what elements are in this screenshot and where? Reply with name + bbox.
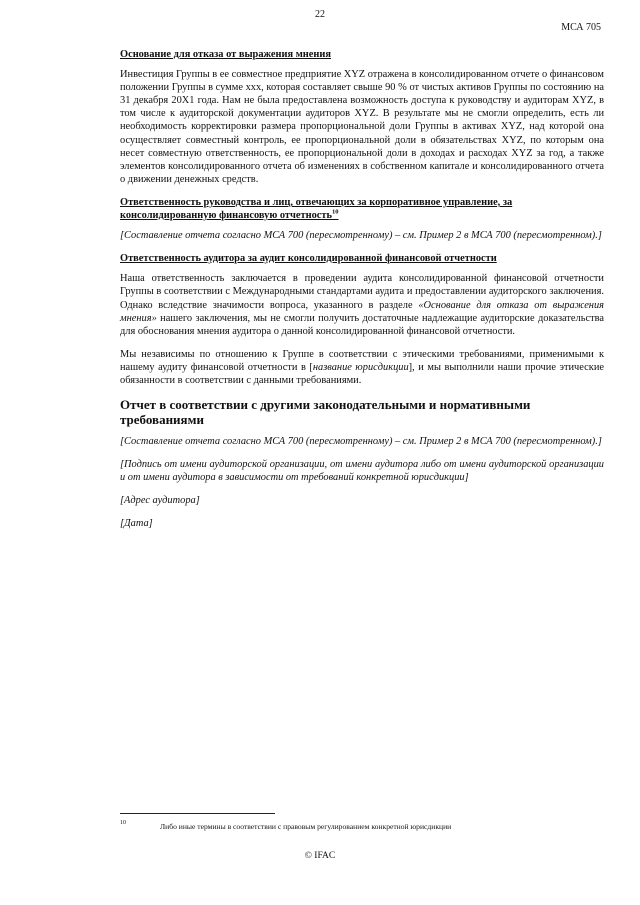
auditor-p2-text-b: ], и мы выполнили наши прочие этические обязанности в соответствии с данными требованиями. bbox=[120, 361, 604, 386]
signature-paragraph: [Подпись от имени аудиторской организации, от имени аудитора либо от имени аудиторской организации и от имени аудитора в зависимости от требований конкретной юрисдикции] bbox=[120, 459, 604, 484]
auditor-p1-text-b: нашего заключения, мы не смогли получить достаточные надлежащие аудиторские доказательства для обоснования мнения аудитора о данной консолидированной финансовой отчетности. bbox=[120, 312, 604, 337]
other-report-paragraph-1: [Составление отчета согласно МСА 700 (пересмотренному) – см. Пример 2 в МСА 700 (пересмотренном).] bbox=[120, 436, 602, 448]
auditor-address: [Адрес аудитора] bbox=[120, 495, 200, 507]
auditor-paragraph-1 bbox=[120, 272, 604, 337]
copyright: © IFAC bbox=[304, 851, 336, 861]
document-body bbox=[120, 48, 604, 541]
footnote-number: 10 bbox=[120, 820, 126, 826]
basis-paragraph: Инвестиция Группы в ее совместное предприятие XYZ отражена в консолидированном отчете о финансовом положении Группы в сумме ххх, которая составляет свыше 90 % от чистых активов Группы по состоянию на 31 декабря 20X1 года. Нам не была предоставлена возможность доступа к руководству и аудиторам XYZ, в том числе к аудиторской документации аудиторов XYZ. В результате мы не смогли определить, есть ли необходимость корректировки размера пропорциональной доли Группы в активах XYZ, над которой она осуществляет совместный контроль, ее пропорциональной доли в обязательствах XYZ, по которым она несет совместную ответственность, ее пропорциональной доли в доходах и расходах XYZ за год, а также элементов консолидированного отчета об изменениях в собственном капитале и консолидированного отчета о движении денежных средств. bbox=[120, 69, 605, 185]
footnote-separator bbox=[120, 813, 275, 814]
standard-code: МСА 705 bbox=[561, 22, 601, 33]
footnote-text: Либо иные термины в соответствии с правовым регулированием конкретной юрисдикции bbox=[160, 822, 452, 831]
auditor-p1-text-a: Наша ответственность заключается в проведении аудита консолидированной финансовой отчетности Группы в соответствии с Международными стандартами аудита и предоставлении аудиторского заключения. Однако вследствие значимости вопроса, указанного в разделе bbox=[120, 273, 604, 311]
management-heading-text: Ответственность руководства и лиц, отвечающих за корпоративное управление, за консолидированную финансовую отчетность bbox=[120, 196, 513, 222]
page-number: 22 bbox=[315, 9, 325, 20]
management-paragraph: [Составление отчета согласно МСА 700 (пересмотренному) – см. Пример 2 в МСА 700 (пересмотренном).] bbox=[120, 230, 602, 242]
management-heading bbox=[120, 196, 604, 222]
auditor-p2-text-a: Мы независимы по отношению к Группе в соответствии с этическими требованиями, применимыми к нашему аудиту финансовой отчетности в [ bbox=[120, 348, 604, 373]
auditor-paragraph-2 bbox=[120, 348, 604, 387]
report-date: [Дата] bbox=[120, 518, 153, 530]
footnote-reference: 10 bbox=[332, 208, 339, 216]
auditor-p2-italic: название юрисдикции bbox=[312, 361, 409, 373]
auditor-heading: Ответственность аудитора за аудит консолидированной финансовой отчетности bbox=[120, 253, 497, 265]
basis-heading: Основание для отказа от выражения мнения bbox=[120, 49, 331, 60]
other-report-heading: Отчет в соответствии с другими законодательными и нормативными требованиями bbox=[120, 397, 531, 428]
auditor-p1-italic: «Основание для отказа от выражения мнения» bbox=[120, 299, 604, 324]
